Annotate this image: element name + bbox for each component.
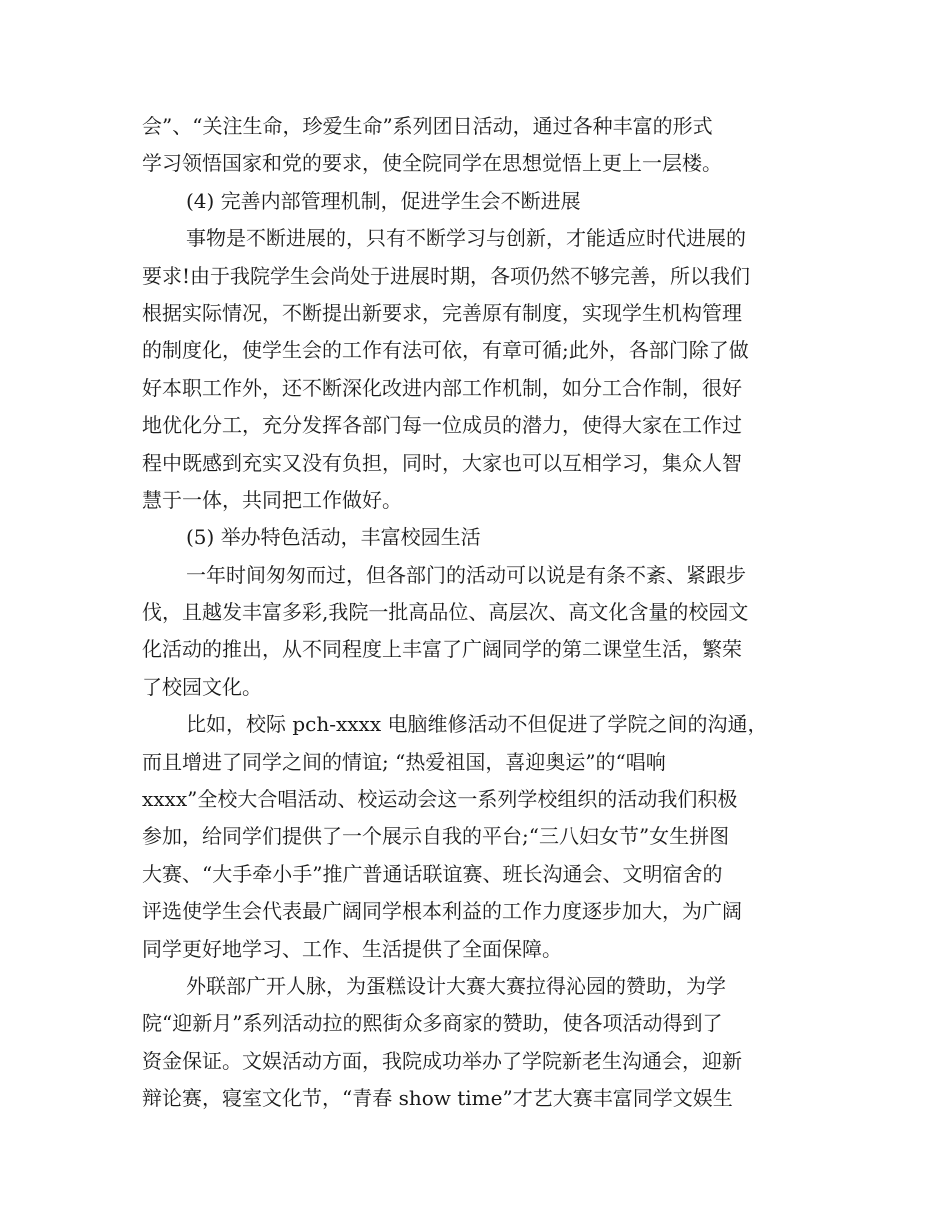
text-line: 事物是不断进展的，只有不断学习与创新，才能适应时代进展的 <box>186 226 746 251</box>
text-line: 慧于一体，共同把工作做好。 <box>142 487 402 512</box>
text-line: 外联部广开人脉，为蛋糕设计大赛大赛拉得沁园的赞助，为学 <box>186 973 726 998</box>
text-line: 资金保证。文娱活动方面，我院成功举办了学院新老生沟通会，迎新 <box>142 1048 742 1073</box>
text-line: 化活动的推出，从不同程度上丰富了广阔同学的第二课堂生活，繁荣 <box>142 637 742 662</box>
text-line: xxxx”全校大合唱活动、校运动会这一系列学校组织的活动我们积极 <box>142 787 738 812</box>
text-line: 地优化分工，充分发挥各部门每一位成员的潜力，使得大家在工作过 <box>142 413 742 438</box>
text-line: 的制度化，使学生会的工作有法可依，有章可循;此外，各部门除了做 <box>142 338 749 363</box>
text-line: 根据实际情况，不断提出新要求，完善原有制度，实现学生机构管理 <box>142 300 742 325</box>
text-line: 会”、“关注生命，珍爱生命”系列团日活动，通过各种丰富的形式 <box>142 114 713 138</box>
text-line: 比如，校际 pch-xxxx 电脑维修活动不但促进了学院之间的沟通， <box>186 712 768 737</box>
text-line: 辩论赛，寝室文化节，“青春 show time”才艺大赛丰富同学文娱生 <box>142 1086 733 1111</box>
text-line: 一年时间匆匆而过，但各部门的活动可以说是有条不紊、紧跟步 <box>186 562 746 587</box>
text-line: 要求!由于我院学生会尚处于进展时期，各项仍然不够完善，所以我们 <box>142 263 751 288</box>
text-line: 学习领悟国家和党的要求，使全院同学在思想觉悟上更上一层楼。 <box>142 151 722 176</box>
text-line: 而且增进了同学之间的情谊; “热爱祖国，喜迎奥运”的“唱响 <box>142 749 666 774</box>
document-body <box>142 108 804 1118</box>
text-line: (5) 举办特色活动，丰富校园生活 <box>186 525 481 550</box>
text-line: 同学更好地学习、工作、生活提供了全面保障。 <box>142 936 562 961</box>
text-line: 评选使学生会代表最广阔同学根本利益的工作力度逐步加大，为广阔 <box>142 899 742 924</box>
text-line: 程中既感到充实又没有负担，同时，大家也可以互相学习，集众人智 <box>142 450 742 475</box>
text-line: 参加，给同学们提供了一个展示自我的平台;“三八妇女节”女生拼图 <box>142 824 730 849</box>
text-line: 伐，且越发丰富多彩,我院一批高品位、高层次、高文化含量的校园文 <box>142 600 749 625</box>
text-line: 大赛、“大手牵小手”推广普通话联谊赛、班长沟通会、文明宿舍的 <box>142 861 723 886</box>
text-line: (4) 完善内部管理机制，促进学生会不断进展 <box>186 188 581 213</box>
text-line: 院“迎新月”系列活动拉的熙街众多商家的赞助，使各项活动得到了 <box>142 1011 723 1036</box>
text-line: 好本职工作外，还不断深化改进内部工作机制，如分工合作制，很好 <box>142 375 742 400</box>
text-line: 了校园文化。 <box>142 674 262 699</box>
